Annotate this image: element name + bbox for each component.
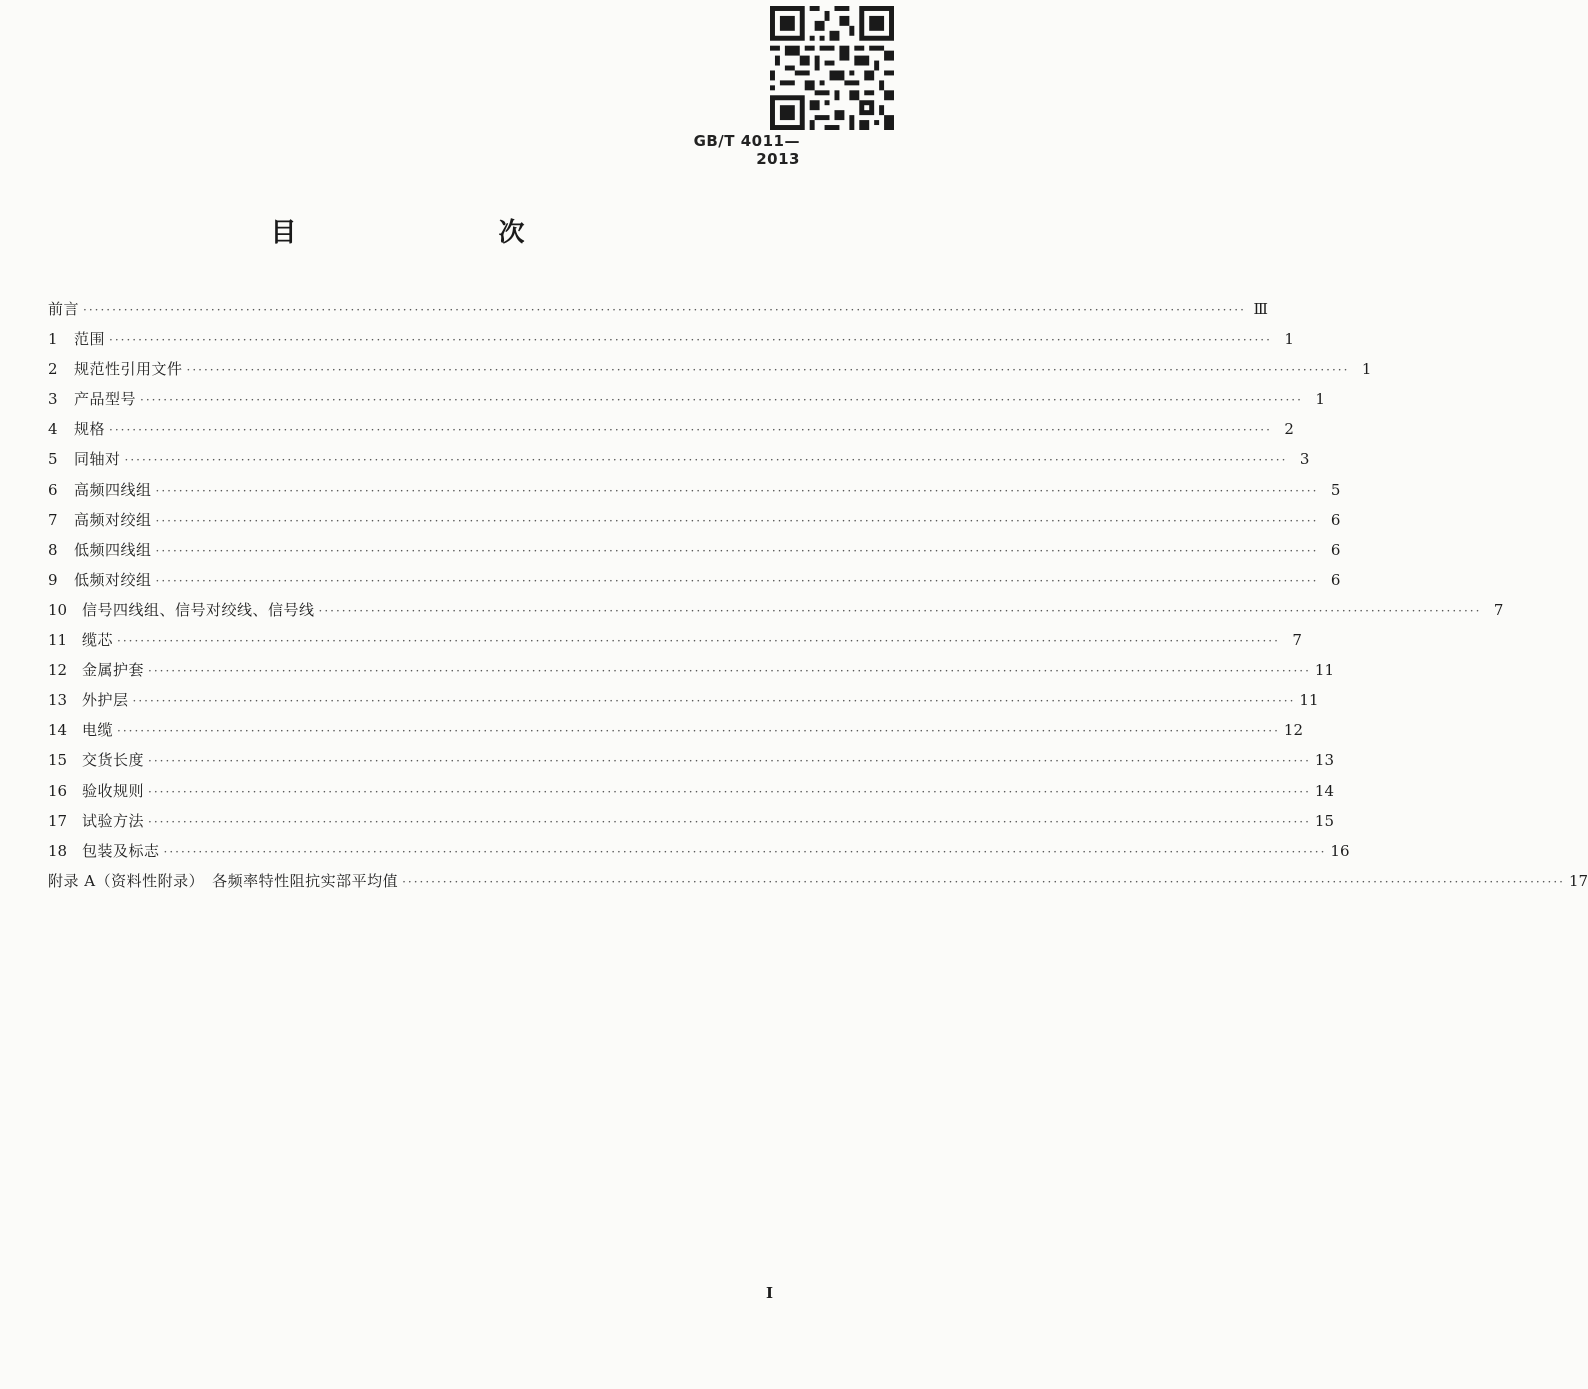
toc-leader-dots: ········································································································································································································ [402, 874, 1565, 889]
toc-entry-number: 10 [48, 600, 68, 619]
toc-entry-page: 6 [1330, 510, 1341, 529]
toc-entry-label: 高频对绞组 [74, 510, 152, 529]
toc-leader-dots: ········································································································································································································ [163, 844, 1327, 859]
toc-entry-label: 外护层 [82, 691, 129, 710]
toc-leader-dots: ········································································································································································································ [148, 814, 1311, 829]
toc-entry-number: 7 [48, 510, 58, 529]
toc-entry-number: 8 [48, 540, 58, 559]
toc-entry-label: 前言 [48, 300, 80, 318]
toc-entry-label: 验收规则 [82, 781, 145, 800]
toc-entry[interactable] [48, 354, 1372, 384]
toc-leader-dots: ········································································································································································································ [186, 363, 1350, 378]
toc-entry-label: 范围 [74, 330, 106, 349]
toc-entry-page: 5 [1330, 480, 1341, 499]
toc-entry[interactable] [48, 655, 1334, 685]
toc-entry-number: 6 [48, 480, 58, 499]
toc-entry-label: 试验方法 [82, 811, 145, 830]
toc-entry-page: 16 [1330, 841, 1350, 860]
toc-leader-dots: ········································································································································································································ [83, 303, 1246, 317]
toc-entry-number: 2 [48, 360, 58, 379]
toc-entry-number: 12 [48, 661, 68, 680]
toc-entry-page: 7 [1493, 600, 1504, 619]
toc-entry-label: 低频四线组 [74, 540, 152, 559]
toc-entry-number: 9 [48, 570, 58, 589]
toc-entry[interactable] [48, 384, 1325, 414]
toc-leader-dots: ········································································································································································································ [148, 754, 1311, 769]
toc-entry-page: 2 [1284, 420, 1294, 439]
toc-entry-number: 3 [48, 390, 58, 409]
toc-entry-number: 15 [48, 751, 68, 770]
toc-entry[interactable] [48, 565, 1341, 595]
toc-entry[interactable] [48, 595, 1504, 625]
toc-entry[interactable] [48, 535, 1341, 565]
toc-entry[interactable] [48, 685, 1319, 715]
toc-entry-page: 13 [1314, 751, 1334, 770]
toc-entry-page: 11 [1299, 691, 1319, 710]
toc-entry-label: 缆芯 [82, 631, 114, 650]
toc-entry-appendix[interactable] [48, 866, 1588, 896]
toc-entry-label: 附录 A（资料性附录） 各频率特性阻抗实部平均值 [48, 871, 399, 890]
toc-leader-dots: ········································································································································································································ [155, 513, 1319, 528]
toc-entry-page: 1 [1361, 360, 1372, 379]
toc-leader-dots: ········································································································································································································ [155, 483, 1319, 498]
toc-entry-label: 金属护套 [82, 661, 145, 680]
toc-leader-dots: ········································································································································································································ [117, 634, 1280, 649]
toc-entry-page: 17 [1569, 871, 1588, 890]
toc-entry-label: 电缆 [82, 721, 114, 740]
toc-entry-page: 11 [1314, 661, 1334, 680]
toc-entry[interactable] [48, 715, 1303, 745]
page-number: I [766, 1284, 774, 1302]
toc-leader-dots: ········································································································································································································ [318, 603, 1482, 618]
toc-entry-number: 18 [48, 841, 68, 860]
toc-entry[interactable] [48, 625, 1302, 655]
toc-leader-dots: ········································································································································································································ [109, 423, 1272, 438]
toc-entry-number: 16 [48, 781, 68, 800]
toc-entry-page: 15 [1314, 811, 1334, 830]
toc-entry[interactable] [48, 414, 1294, 444]
toc-entry[interactable] [48, 475, 1341, 505]
toc-entry-number: 13 [48, 691, 68, 710]
toc-entry[interactable] [48, 505, 1341, 535]
toc-entry[interactable] [48, 444, 1310, 474]
toc-entry-page: 3 [1299, 450, 1310, 469]
toc-entry-page: 14 [1314, 781, 1334, 800]
page-title: 目 次 [270, 218, 575, 248]
toc-entry[interactable] [48, 806, 1334, 836]
toc-leader-dots: ········································································································································································································ [140, 393, 1303, 408]
toc-leader-dots: ········································································································································································································ [148, 784, 1311, 799]
toc-entry[interactable] [48, 836, 1350, 866]
toc-leader-dots: ········································································································································································································ [132, 694, 1296, 709]
toc-entry-label: 低频对绞组 [74, 570, 152, 589]
standard-code: GB/T 4011—2013 [693, 132, 800, 168]
toc-entry-label: 交货长度 [82, 751, 145, 770]
toc-entry-number: 11 [48, 631, 68, 650]
toc-entry[interactable] [48, 776, 1334, 806]
toc-entry-page: 6 [1330, 540, 1341, 559]
toc-entry-label: 规格 [74, 420, 106, 439]
toc-entry-page: 1 [1284, 330, 1294, 349]
toc-entry-number: 14 [48, 721, 68, 740]
toc-entry-number: 5 [48, 450, 58, 469]
toc-entry[interactable] [48, 294, 1268, 324]
toc-entry[interactable] [48, 324, 1294, 354]
toc-leader-dots: ········································································································································································································ [109, 333, 1272, 348]
toc-entry[interactable] [48, 745, 1334, 775]
toc-leader-dots: ········································································································································································································ [155, 573, 1319, 588]
toc-leader-dots: ········································································································································································································ [117, 724, 1280, 739]
qr-code-icon [770, 6, 894, 130]
toc-leader-dots: ········································································································································································································ [124, 453, 1288, 468]
toc-entry-number: 4 [48, 420, 58, 439]
toc-entry-page: 1 [1315, 390, 1325, 409]
toc-entry-page: 6 [1330, 570, 1341, 589]
table-of-contents [48, 294, 1588, 896]
toc-entry-page: 12 [1283, 721, 1303, 740]
toc-entry-number: 17 [48, 811, 68, 830]
toc-entry-label: 高频四线组 [74, 480, 152, 499]
toc-entry-page: 7 [1292, 631, 1302, 650]
toc-entry-page: Ⅲ [1253, 300, 1268, 318]
toc-leader-dots: ········································································································································································································ [155, 543, 1319, 558]
toc-entry-label: 包装及标志 [82, 841, 160, 860]
toc-entry-label: 产品型号 [74, 390, 137, 409]
toc-entry-label: 规范性引用文件 [74, 360, 183, 379]
toc-entry-number: 1 [48, 330, 58, 349]
toc-entry-label: 信号四线组、信号对绞线、信号线 [82, 600, 315, 619]
toc-leader-dots: ········································································································································································································ [148, 664, 1311, 679]
toc-entry-label: 同轴对 [74, 450, 121, 469]
